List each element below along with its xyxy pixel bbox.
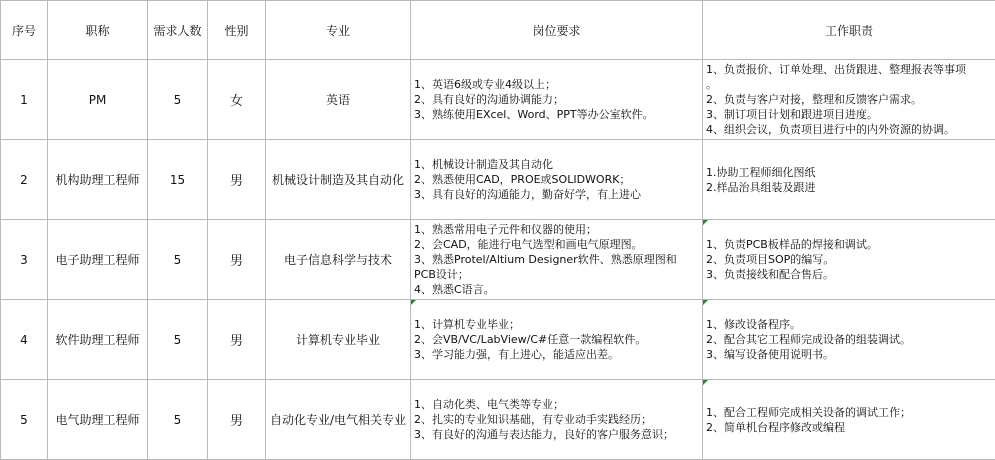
table-row bbox=[1, 60, 995, 140]
comment-marker-icon bbox=[703, 220, 708, 225]
duty-line: 1、负责报价、订单处理、出货跟进、整理报表等事项 bbox=[706, 62, 993, 77]
duty-line: 2、配合其它工程师完成设备的组装调试。 bbox=[706, 332, 993, 347]
cell-major[interactable]: 计算机专业毕业 bbox=[266, 300, 411, 380]
header-title[interactable]: 职称 bbox=[48, 1, 148, 60]
duty-line: 3、负责接线和配合售后。 bbox=[706, 267, 993, 282]
requirement-line: 3、有良好的沟通与表达能力，良好的客户服务意识； bbox=[414, 427, 700, 442]
comment-marker-icon bbox=[703, 300, 708, 305]
cell-duties[interactable] bbox=[703, 140, 995, 220]
requirement-line: 3、熟练使用EXcel、Word、PPT等办公室软件。 bbox=[414, 107, 700, 122]
table-row bbox=[1, 300, 995, 380]
duty-line: 3、编写设备使用说明书。 bbox=[706, 347, 993, 362]
cell-duties[interactable] bbox=[703, 60, 995, 140]
cell-count[interactable]: 5 bbox=[148, 60, 208, 140]
cell-count[interactable]: 5 bbox=[148, 380, 208, 460]
cell-requirements[interactable] bbox=[411, 380, 703, 460]
cell-duties[interactable] bbox=[703, 220, 995, 300]
header-row bbox=[1, 1, 995, 60]
cell-gender[interactable]: 男 bbox=[208, 380, 266, 460]
cell-title[interactable]: 软件助理工程师 bbox=[48, 300, 148, 380]
cell-seq[interactable]: 5 bbox=[1, 380, 48, 460]
requirement-line: 1、计算机专业毕业； bbox=[414, 317, 700, 332]
cell-seq[interactable]: 4 bbox=[1, 300, 48, 380]
duty-line: 2、简单机台程序修改或编程 bbox=[706, 420, 993, 435]
requirement-line: 2、具有良好的沟通协调能力； bbox=[414, 92, 700, 107]
cell-major[interactable]: 英语 bbox=[266, 60, 411, 140]
comment-marker-icon bbox=[703, 380, 708, 385]
duty-line: 4、组织会议，负责项目进行中的内外资源的协调。 bbox=[706, 122, 993, 137]
duty-line: 2、负责与客户对接，整理和反馈客户需求。 bbox=[706, 92, 993, 107]
cell-requirements[interactable] bbox=[411, 140, 703, 220]
cell-gender[interactable]: 女 bbox=[208, 60, 266, 140]
cell-count[interactable]: 5 bbox=[148, 300, 208, 380]
table-row bbox=[1, 220, 995, 300]
table-row bbox=[1, 140, 995, 220]
cell-title[interactable]: 电气助理工程师 bbox=[48, 380, 148, 460]
requirement-line: 1、英语6级或专业4级以上； bbox=[414, 77, 700, 92]
cell-duties[interactable] bbox=[703, 380, 995, 460]
table-row bbox=[1, 380, 995, 460]
header-requirements[interactable]: 岗位要求 bbox=[411, 1, 703, 60]
duty-line: 2、负责项目SOP的编写。 bbox=[706, 252, 993, 267]
header-duties[interactable]: 工作职责 bbox=[703, 1, 995, 60]
cell-requirements[interactable] bbox=[411, 220, 703, 300]
cell-requirements[interactable] bbox=[411, 300, 703, 380]
requirement-line: 3、学习能力强，有上进心，能适应出差。 bbox=[414, 347, 700, 362]
cell-seq[interactable]: 1 bbox=[1, 60, 48, 140]
cell-title[interactable]: 电子助理工程师 bbox=[48, 220, 148, 300]
requirement-line: 4、熟悉C语言。 bbox=[414, 282, 700, 297]
cell-major[interactable]: 电子信息科学与技术 bbox=[266, 220, 411, 300]
header-major[interactable]: 专业 bbox=[266, 1, 411, 60]
cell-count[interactable]: 15 bbox=[148, 140, 208, 220]
duty-line: 1.协助工程师细化图纸 bbox=[706, 165, 993, 180]
cell-title[interactable]: 机构助理工程师 bbox=[48, 140, 148, 220]
requirement-line: 3、具有良好的沟通能力，勤奋好学，有上进心 bbox=[414, 187, 700, 202]
header-count[interactable]: 需求人数 bbox=[148, 1, 208, 60]
cell-count[interactable]: 5 bbox=[148, 220, 208, 300]
duty-line: 1、修改设备程序。 bbox=[706, 317, 993, 332]
requirement-line: 3、熟悉Protel/Altium Designer软件、熟悉原理图和 bbox=[414, 252, 700, 267]
cell-seq[interactable]: 3 bbox=[1, 220, 48, 300]
requirement-line: 2、会CAD，能进行电气选型和画电气原理图。 bbox=[414, 237, 700, 252]
cell-requirements[interactable] bbox=[411, 60, 703, 140]
cell-gender[interactable]: 男 bbox=[208, 220, 266, 300]
cell-duties[interactable] bbox=[703, 300, 995, 380]
duty-line: 1、负责PCB板样品的焊接和调试。 bbox=[706, 237, 993, 252]
cell-major[interactable]: 自动化专业/电气相关专业 bbox=[266, 380, 411, 460]
comment-marker-icon bbox=[411, 300, 416, 305]
requirement-line: 1、熟悉常用电子元件和仪器的使用； bbox=[414, 222, 700, 237]
cell-gender[interactable]: 男 bbox=[208, 300, 266, 380]
requirement-line: PCB设计； bbox=[414, 267, 700, 282]
cell-title[interactable]: PM bbox=[48, 60, 148, 140]
requirement-line: 2、熟悉使用CAD，PROE或SOLIDWORK； bbox=[414, 172, 700, 187]
header-seq[interactable]: 序号 bbox=[1, 1, 48, 60]
requirement-line: 1、机械设计制造及其自动化 bbox=[414, 157, 700, 172]
duty-line: 1、配合工程师完成相关设备的调试工作； bbox=[706, 405, 993, 420]
cell-seq[interactable]: 2 bbox=[1, 140, 48, 220]
duty-line: 2.样品治具组装及跟进 bbox=[706, 180, 993, 195]
requirement-line: 2、会VB/VC/LabView/C#任意一款编程软件。 bbox=[414, 332, 700, 347]
duty-line: 。 bbox=[706, 77, 993, 92]
duty-line: 3、制订项目计划和跟进项目进度。 bbox=[706, 107, 993, 122]
requirement-line: 1、自动化类、电气类等专业； bbox=[414, 397, 700, 412]
cell-major[interactable]: 机械设计制造及其自动化 bbox=[266, 140, 411, 220]
requirement-line: 2、扎实的专业知识基础，有专业动手实践经历； bbox=[414, 412, 700, 427]
cell-gender[interactable]: 男 bbox=[208, 140, 266, 220]
header-gender[interactable]: 性别 bbox=[208, 1, 266, 60]
